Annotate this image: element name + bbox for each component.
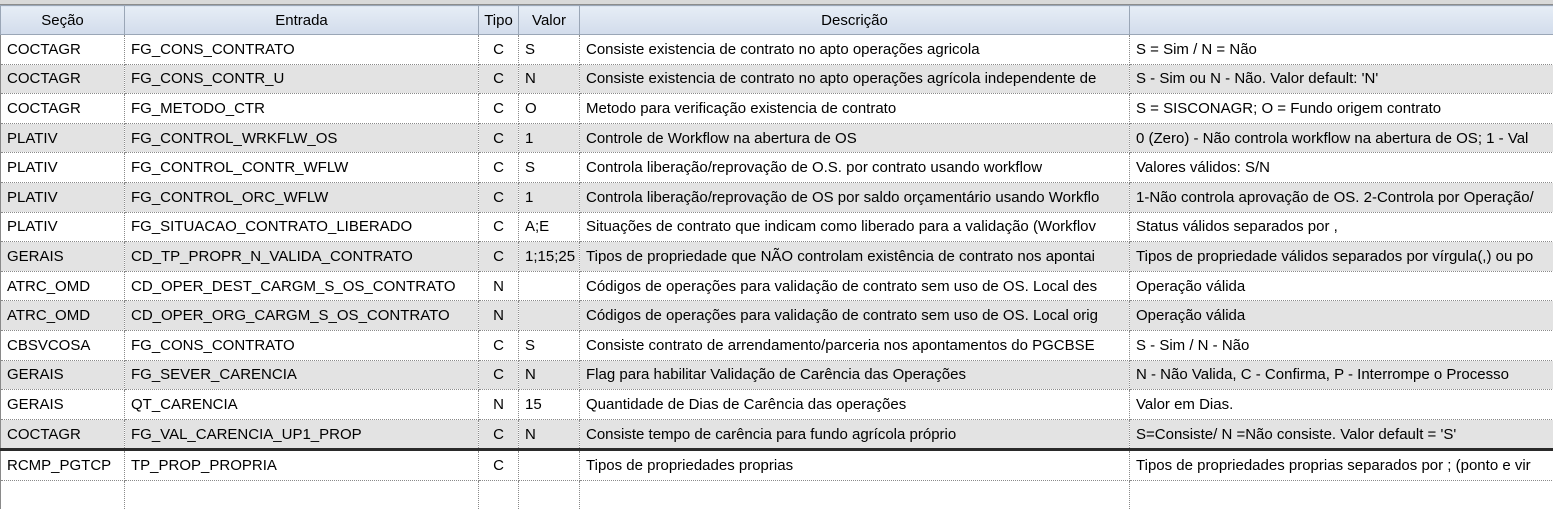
cell-secao[interactable]: PLATIV	[1, 212, 125, 242]
table-row[interactable]	[1, 123, 1553, 153]
cell-secao[interactable]: CBSVCOSA	[1, 330, 125, 360]
cell-entrada[interactable]: CD_TP_PROPR_N_VALIDA_CONTRATO	[125, 242, 479, 272]
cell-entrada[interactable]: TP_PROP_PROPRIA	[125, 450, 479, 481]
cell-entrada[interactable]: FG_SITUACAO_CONTRATO_LIBERADO	[125, 212, 479, 242]
cell-secao[interactable]: COCTAGR	[1, 94, 125, 124]
table-row[interactable]	[1, 242, 1553, 272]
cell-secao[interactable]: RCMP_PGTCP	[1, 450, 125, 481]
cell-entrada[interactable]: FG_CONS_CONTRATO	[125, 330, 479, 360]
cell-observacao[interactable]: N - Não Valida, C - Confirma, P - Interrompe o Processo	[1130, 360, 1553, 390]
table-row[interactable]	[1, 182, 1553, 212]
table-row[interactable]	[1, 64, 1553, 94]
cell-valor[interactable]: S	[519, 35, 580, 65]
cell-observacao[interactable]: Operação válida	[1130, 301, 1553, 331]
cell-tipo[interactable]: C	[479, 123, 519, 153]
column-header-secao[interactable]: Seção	[1, 6, 125, 35]
column-header-descricao[interactable]: Descrição	[580, 6, 1130, 35]
cell-secao[interactable]: COCTAGR	[1, 419, 125, 450]
cell-observacao[interactable]: Valor em Dias.	[1130, 390, 1553, 420]
cell-descricao[interactable]: Tipos de propriedades proprias	[580, 450, 1130, 481]
cell-entrada[interactable]: CD_OPER_ORG_CARGM_S_OS_CONTRATO	[125, 301, 479, 331]
empty-cell[interactable]	[1, 480, 125, 509]
table-row[interactable]	[1, 330, 1553, 360]
cell-valor[interactable]	[519, 301, 580, 331]
table-row[interactable]	[1, 212, 1553, 242]
cell-valor[interactable]	[519, 450, 580, 481]
cell-secao[interactable]: COCTAGR	[1, 64, 125, 94]
cell-tipo[interactable]: C	[479, 242, 519, 272]
column-header-observacao[interactable]	[1130, 6, 1553, 35]
cell-descricao[interactable]: Códigos de operações para validação de contrato sem uso de OS. Local orig	[580, 301, 1130, 331]
empty-row[interactable]	[1, 480, 1553, 509]
cell-entrada[interactable]: FG_SEVER_CARENCIA	[125, 360, 479, 390]
cell-secao[interactable]: PLATIV	[1, 123, 125, 153]
cell-entrada[interactable]: FG_METODO_CTR	[125, 94, 479, 124]
cell-descricao[interactable]: Flag para habilitar Validação de Carência das Operações	[580, 360, 1130, 390]
cell-descricao[interactable]: Consiste contrato de arrendamento/parceria nos apontamentos do PGCBSE	[580, 330, 1130, 360]
cell-descricao[interactable]: Situações de contrato que indicam como liberado para a validação (Workflov	[580, 212, 1130, 242]
cell-secao[interactable]: GERAIS	[1, 390, 125, 420]
cell-tipo[interactable]: N	[479, 390, 519, 420]
cell-tipo[interactable]: C	[479, 94, 519, 124]
cell-descricao[interactable]: Metodo para verificação existencia de contrato	[580, 94, 1130, 124]
table-row[interactable]	[1, 153, 1553, 183]
cell-secao[interactable]: GERAIS	[1, 242, 125, 272]
cell-descricao[interactable]: Controla liberação/reprovação de O.S. por contrato usando workflow	[580, 153, 1130, 183]
column-header-valor[interactable]: Valor	[519, 6, 580, 35]
cell-observacao[interactable]: 0 (Zero) - Não controla workflow na abertura de OS; 1 - Val	[1130, 123, 1553, 153]
table-row[interactable]	[1, 271, 1553, 301]
cell-tipo[interactable]: C	[479, 35, 519, 65]
cell-entrada[interactable]: FG_CONS_CONTR_U	[125, 64, 479, 94]
column-header-entrada[interactable]: Entrada	[125, 6, 479, 35]
table-row[interactable]	[1, 301, 1553, 331]
cell-observacao[interactable]: Status válidos separados por ,	[1130, 212, 1553, 242]
empty-cell[interactable]	[519, 480, 580, 509]
cell-observacao[interactable]: S - Sim ou N - Não. Valor default: 'N'	[1130, 64, 1553, 94]
table-row[interactable]	[1, 450, 1553, 481]
cell-observacao[interactable]: Tipos de propriedade válidos separados por vírgula(,) ou po	[1130, 242, 1553, 272]
cell-valor[interactable]: 15	[519, 390, 580, 420]
cell-tipo[interactable]: N	[479, 271, 519, 301]
cell-descricao[interactable]: Tipos de propriedade que NÃO controlam existência de contrato nos apontai	[580, 242, 1130, 272]
cell-tipo[interactable]: C	[479, 360, 519, 390]
cell-descricao[interactable]: Quantidade de Dias de Carência das operações	[580, 390, 1130, 420]
cell-tipo[interactable]: C	[479, 64, 519, 94]
cell-entrada[interactable]: FG_CONTROL_ORC_WFLW	[125, 182, 479, 212]
cell-valor[interactable]: N	[519, 419, 580, 450]
empty-cell[interactable]	[580, 480, 1130, 509]
cell-tipo[interactable]: C	[479, 212, 519, 242]
cell-secao[interactable]: ATRC_OMD	[1, 301, 125, 331]
cell-secao[interactable]: COCTAGR	[1, 35, 125, 65]
cell-descricao[interactable]: Códigos de operações para validação de contrato sem uso de OS. Local des	[580, 271, 1130, 301]
cell-descricao[interactable]: Controla liberação/reprovação de OS por saldo orçamentário usando Workflo	[580, 182, 1130, 212]
cell-descricao[interactable]: Controle de Workflow na abertura de OS	[580, 123, 1130, 153]
cell-secao[interactable]: GERAIS	[1, 360, 125, 390]
cell-entrada[interactable]: FG_VAL_CARENCIA_UP1_PROP	[125, 419, 479, 450]
cell-secao[interactable]: PLATIV	[1, 153, 125, 183]
column-header-tipo[interactable]: Tipo	[479, 6, 519, 35]
cell-observacao[interactable]: Operação válida	[1130, 271, 1553, 301]
table-row[interactable]	[1, 94, 1553, 124]
cell-secao[interactable]: PLATIV	[1, 182, 125, 212]
cell-descricao[interactable]: Consiste tempo de carência para fundo agrícola próprio	[580, 419, 1130, 450]
cell-tipo[interactable]: C	[479, 182, 519, 212]
cell-descricao[interactable]: Consiste existencia de contrato no apto operações agricola	[580, 35, 1130, 65]
cell-tipo[interactable]: C	[479, 153, 519, 183]
cell-valor[interactable]: 1	[519, 182, 580, 212]
cell-observacao[interactable]: S = Sim / N = Não	[1130, 35, 1553, 65]
cell-entrada[interactable]: FG_CONS_CONTRATO	[125, 35, 479, 65]
cell-valor[interactable]: 1	[519, 123, 580, 153]
table-row[interactable]	[1, 419, 1553, 450]
cell-descricao[interactable]: Consiste existencia de contrato no apto operações agrícola independente de	[580, 64, 1130, 94]
cell-observacao[interactable]: Tipos de propriedades proprias separados por ; (ponto e vir	[1130, 450, 1553, 481]
cell-valor[interactable]: S	[519, 153, 580, 183]
table-row[interactable]	[1, 360, 1553, 390]
empty-cell[interactable]	[479, 480, 519, 509]
header-row	[1, 6, 1553, 35]
cell-valor[interactable]	[519, 271, 580, 301]
cell-tipo[interactable]: C	[479, 450, 519, 481]
table-row[interactable]	[1, 35, 1553, 65]
cell-valor[interactable]: 1;15;25	[519, 242, 580, 272]
cell-observacao[interactable]: 1-Não controla aprovação de OS. 2-Controla por Operação/	[1130, 182, 1553, 212]
cell-valor[interactable]: N	[519, 64, 580, 94]
cell-valor[interactable]: A;E	[519, 212, 580, 242]
cell-valor[interactable]: S	[519, 330, 580, 360]
table-row[interactable]	[1, 390, 1553, 420]
cell-entrada[interactable]: CD_OPER_DEST_CARGM_S_OS_CONTRATO	[125, 271, 479, 301]
cell-valor[interactable]: N	[519, 360, 580, 390]
cell-observacao[interactable]: S = SISCONAGR; O = Fundo origem contrato	[1130, 94, 1553, 124]
cell-observacao[interactable]: Valores válidos: S/N	[1130, 153, 1553, 183]
cell-tipo[interactable]: C	[479, 330, 519, 360]
empty-cell[interactable]	[1130, 480, 1553, 509]
cell-valor[interactable]: O	[519, 94, 580, 124]
cell-entrada[interactable]: FG_CONTROL_WRKFLW_OS	[125, 123, 479, 153]
cell-secao[interactable]: ATRC_OMD	[1, 271, 125, 301]
cell-entrada[interactable]: FG_CONTROL_CONTR_WFLW	[125, 153, 479, 183]
parameters-grid	[0, 5, 1553, 509]
empty-cell[interactable]	[125, 480, 479, 509]
cell-entrada[interactable]: QT_CARENCIA	[125, 390, 479, 420]
cell-tipo[interactable]: N	[479, 301, 519, 331]
cell-observacao[interactable]: S - Sim / N - Não	[1130, 330, 1553, 360]
cell-observacao[interactable]: S=Consiste/ N =Não consiste. Valor default = 'S'	[1130, 419, 1553, 450]
cell-tipo[interactable]: C	[479, 419, 519, 450]
